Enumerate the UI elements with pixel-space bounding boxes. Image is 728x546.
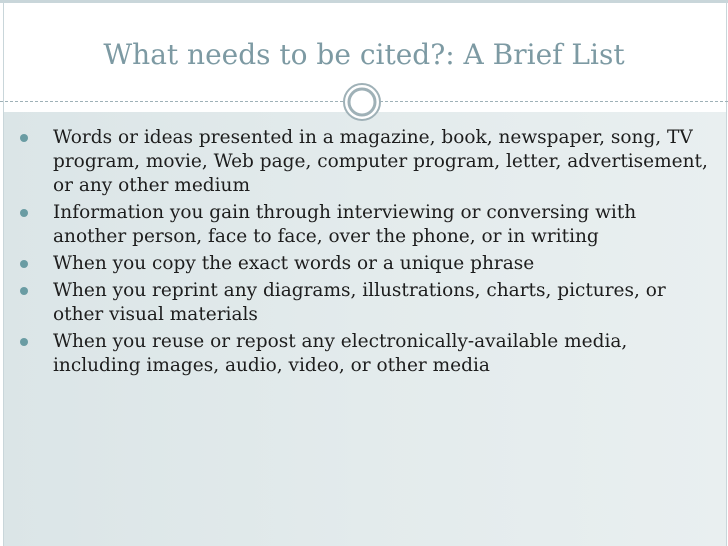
- bullet-text: When you reprint any diagrams, illustrations, charts, pictures, or other visual materials: [53, 280, 666, 325]
- frame-top-border: [0, 0, 728, 3]
- bullet-item-print-media: [18, 126, 708, 198]
- bullet-list: [18, 126, 708, 381]
- round-bullet-icon: [20, 260, 28, 268]
- round-bullet-icon: [20, 338, 28, 346]
- bullet-item-interviews: [18, 201, 708, 249]
- round-bullet-icon: [20, 287, 28, 295]
- round-bullet-icon: [20, 209, 28, 217]
- double-circle-ornament-icon: [342, 82, 382, 122]
- slide-title: What needs to be cited?: A Brief List: [103, 38, 625, 71]
- bullet-text: Words or ideas presented in a magazine, book, newspaper, song, TV program, movie, Web page, computer program, letter, advertisement, or any other medium: [53, 127, 708, 196]
- bullet-text: Information you gain through interviewing or conversing with another person, face to face, over the phone, or in writing: [53, 202, 637, 247]
- frame-right-border: [726, 0, 727, 546]
- bullet-item-electronic-media: [18, 330, 708, 378]
- bullet-text: When you copy the exact words or a unique phrase: [53, 253, 535, 274]
- bullet-text: When you reuse or repost any electronically-available media, including images, audio, video, or other media: [53, 331, 628, 376]
- bullet-item-visuals: [18, 279, 708, 327]
- round-bullet-icon: [20, 134, 28, 142]
- bullet-item-exact-words: [18, 252, 708, 276]
